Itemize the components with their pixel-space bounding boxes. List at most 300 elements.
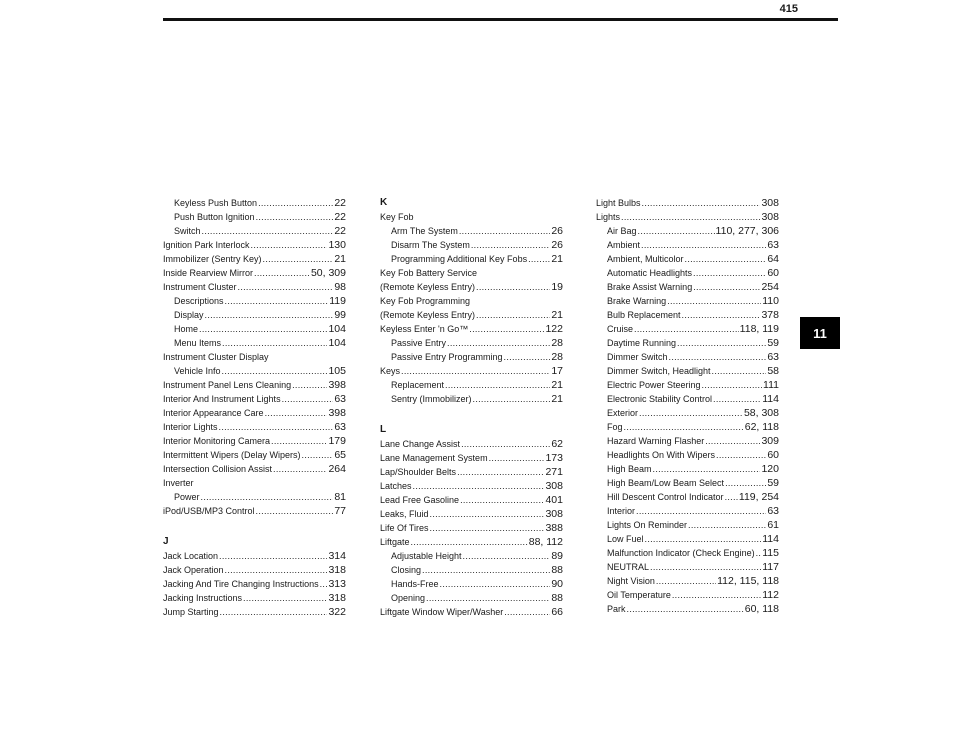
dot-leader bbox=[265, 406, 328, 416]
index-entry[interactable] bbox=[163, 549, 346, 563]
entry-label: Liftgate Window Wiper/Washer bbox=[380, 607, 504, 617]
page-reference[interactable]: 22 bbox=[334, 197, 346, 209]
index-subentry[interactable] bbox=[596, 266, 779, 280]
page-reference[interactable]: 112 bbox=[762, 589, 779, 601]
index-entry[interactable] bbox=[163, 462, 346, 476]
page-reference[interactable]: 398 bbox=[328, 407, 346, 419]
page-reference[interactable]: 90 bbox=[551, 578, 563, 590]
page-reference[interactable]: 120 bbox=[761, 463, 779, 475]
entry-label: Opening bbox=[391, 593, 426, 603]
index-group-heading: Key Fob Programming bbox=[380, 296, 471, 306]
entry-label: High Beam/Low Beam Select bbox=[607, 478, 725, 488]
dot-leader bbox=[238, 280, 334, 290]
page-reference[interactable]: 88, 112 bbox=[528, 536, 563, 548]
page-reference[interactable]: 110 bbox=[762, 295, 779, 307]
entry-label: Latches bbox=[380, 481, 412, 491]
entry-label: Keyless Enter 'n Go™ bbox=[380, 324, 469, 334]
dot-leader bbox=[401, 364, 550, 374]
entry-label: Interior bbox=[607, 506, 636, 516]
entry-label: Hill Descent Control Indicator bbox=[607, 492, 724, 502]
page-reference[interactable]: 173 bbox=[545, 452, 563, 464]
entry-label: Lights On Reminder bbox=[607, 520, 688, 530]
entry-label: Menu Items bbox=[174, 338, 222, 348]
dot-leader bbox=[693, 280, 760, 290]
index-subentry[interactable] bbox=[380, 336, 563, 350]
index-entry[interactable] bbox=[163, 238, 346, 252]
dot-leader bbox=[219, 420, 334, 430]
page-reference[interactable]: 21 bbox=[334, 253, 346, 265]
entry-label: High Beam bbox=[607, 464, 652, 474]
dot-leader bbox=[672, 588, 761, 598]
index-subentry[interactable] bbox=[596, 406, 779, 420]
index-subentry[interactable] bbox=[163, 196, 346, 210]
dot-leader bbox=[222, 364, 328, 374]
entry-label: Bulb Replacement bbox=[607, 310, 681, 320]
page-reference[interactable]: 308 bbox=[545, 480, 563, 492]
dot-leader bbox=[471, 238, 550, 248]
entry-label: Instrument Panel Lens Cleaning bbox=[163, 380, 292, 390]
page-reference[interactable]: 28 bbox=[551, 351, 563, 363]
dot-leader bbox=[411, 535, 528, 545]
entry-label: Liftgate bbox=[380, 537, 410, 547]
index-entry[interactable] bbox=[163, 266, 346, 280]
dot-leader bbox=[302, 448, 334, 458]
page-reference[interactable]: 21 bbox=[551, 393, 563, 405]
index-subentry[interactable] bbox=[596, 294, 779, 308]
dot-leader bbox=[258, 196, 333, 206]
page-reference[interactable]: 271 bbox=[545, 466, 563, 478]
index-entry[interactable] bbox=[163, 406, 346, 420]
page-reference[interactable]: 64 bbox=[767, 253, 779, 265]
page-reference[interactable]: 77 bbox=[334, 505, 346, 517]
page-number: 415 bbox=[779, 3, 798, 15]
page-reference[interactable]: 60, 118 bbox=[744, 603, 779, 615]
entry-label: Vehicle Info bbox=[174, 366, 221, 376]
entry-label: Ambient bbox=[607, 240, 641, 250]
index-subentry[interactable] bbox=[596, 602, 779, 616]
page-reference[interactable]: 110, 277, 306 bbox=[715, 225, 779, 237]
dot-leader bbox=[476, 308, 550, 318]
dot-leader bbox=[461, 437, 550, 447]
entry-label: Interior Monitoring Camera bbox=[163, 436, 271, 446]
index-subentry[interactable] bbox=[596, 420, 779, 434]
index-subentry[interactable] bbox=[163, 294, 346, 308]
page-reference[interactable]: 81 bbox=[334, 491, 346, 503]
page-reference[interactable]: 378 bbox=[761, 309, 779, 321]
dot-leader bbox=[254, 266, 310, 276]
page-reference[interactable]: 314 bbox=[328, 550, 346, 562]
entry-label: Life Of Tires bbox=[380, 523, 429, 533]
dot-leader bbox=[476, 280, 550, 290]
entry-label: Immobilizer (Sentry Key) bbox=[163, 254, 262, 264]
page-reference[interactable]: 114 bbox=[762, 393, 779, 405]
page-reference[interactable]: 66 bbox=[551, 606, 563, 618]
dot-leader bbox=[282, 392, 334, 402]
entry-label: Interior Appearance Care bbox=[163, 408, 264, 418]
dot-leader bbox=[459, 224, 550, 234]
entry-label: Night Vision bbox=[607, 576, 655, 586]
index-subentry[interactable] bbox=[596, 518, 779, 532]
index-subentry[interactable] bbox=[380, 224, 563, 238]
page-reference[interactable]: 88 bbox=[551, 592, 563, 604]
entry-label: Low Fuel bbox=[607, 534, 644, 544]
page-reference[interactable]: 21 bbox=[551, 379, 563, 391]
index-entry[interactable] bbox=[380, 605, 563, 619]
index-entry[interactable] bbox=[163, 392, 346, 406]
page-reference[interactable]: 401 bbox=[545, 494, 563, 506]
page-reference[interactable]: 398 bbox=[328, 379, 346, 391]
index-subentry[interactable] bbox=[596, 308, 779, 322]
page-reference[interactable]: 308 bbox=[761, 197, 779, 209]
entry-label: Sentry (Immobilizer) bbox=[391, 394, 472, 404]
entry-label: Oil Temperature bbox=[607, 590, 671, 600]
entry-label: Lead Free Gasoline bbox=[380, 495, 460, 505]
dot-leader bbox=[202, 224, 334, 234]
dot-leader bbox=[682, 308, 761, 318]
page-reference[interactable]: 63 bbox=[334, 421, 346, 433]
index-subentry[interactable] bbox=[596, 560, 779, 574]
page-reference[interactable]: 308 bbox=[761, 211, 779, 223]
entry-label: Electric Power Steering bbox=[607, 380, 701, 390]
dot-leader bbox=[639, 406, 743, 416]
index-entry[interactable] bbox=[163, 605, 346, 619]
page-reference[interactable]: 313 bbox=[328, 578, 346, 590]
page-reference[interactable]: 61 bbox=[767, 519, 779, 531]
index-entry[interactable] bbox=[163, 577, 346, 591]
dot-leader bbox=[199, 322, 327, 332]
index-subentry[interactable] bbox=[596, 574, 779, 588]
index-entry[interactable] bbox=[380, 507, 563, 521]
page-reference[interactable]: 264 bbox=[328, 463, 346, 475]
dot-leader bbox=[469, 322, 544, 332]
page-reference[interactable]: 254 bbox=[761, 281, 779, 293]
page-reference[interactable]: 58 bbox=[767, 365, 779, 377]
page-reference[interactable]: 22 bbox=[334, 211, 346, 223]
page-reference[interactable]: 322 bbox=[328, 606, 346, 618]
page-reference[interactable]: 62, 118 bbox=[744, 421, 779, 433]
entry-label: Light Bulbs bbox=[596, 198, 641, 208]
entry-label: Brake Assist Warning bbox=[607, 282, 693, 292]
index-subentry[interactable] bbox=[596, 490, 779, 504]
entry-label: Jump Starting bbox=[163, 607, 219, 617]
dot-leader bbox=[667, 294, 761, 304]
dot-leader bbox=[225, 563, 328, 573]
index-entry[interactable] bbox=[163, 434, 346, 448]
index-subentry[interactable] bbox=[596, 476, 779, 490]
index-group-heading: Instrument Cluster Display bbox=[163, 352, 269, 362]
dot-leader bbox=[650, 560, 761, 570]
index-subentry[interactable] bbox=[163, 308, 346, 322]
entry-label: Replacement bbox=[391, 380, 445, 390]
page-reference[interactable]: 62 bbox=[551, 438, 563, 450]
dot-leader bbox=[243, 591, 327, 601]
index-entry[interactable] bbox=[380, 322, 563, 336]
entry-label: Keyless Push Button bbox=[174, 198, 258, 208]
index-entry[interactable] bbox=[380, 479, 563, 493]
page-reference[interactable]: 19 bbox=[551, 281, 563, 293]
page-reference[interactable]: 58, 308 bbox=[743, 407, 779, 419]
index-subentry[interactable] bbox=[380, 591, 563, 605]
entry-label: Leaks, Fluid bbox=[380, 509, 429, 519]
index-subentry[interactable] bbox=[380, 563, 563, 577]
index-column-1 bbox=[163, 196, 346, 619]
page-reference[interactable]: 117 bbox=[762, 561, 779, 573]
index-entry[interactable] bbox=[163, 280, 346, 294]
index-subentry[interactable] bbox=[163, 490, 346, 504]
entry-label: Programming Additional Key Fobs bbox=[391, 254, 528, 264]
dot-leader bbox=[205, 308, 334, 318]
page-reference[interactable]: 122 bbox=[545, 323, 563, 335]
dot-leader bbox=[463, 549, 551, 559]
index-entry[interactable] bbox=[596, 196, 779, 210]
page-reference[interactable]: 308 bbox=[545, 508, 563, 520]
page-reference[interactable]: 88 bbox=[551, 564, 563, 576]
page-reference[interactable]: 119 bbox=[329, 295, 346, 307]
index-subentry[interactable] bbox=[596, 448, 779, 462]
page-reference[interactable]: 104 bbox=[328, 337, 346, 349]
index-entry[interactable] bbox=[163, 591, 346, 605]
index-subentry[interactable] bbox=[380, 238, 563, 252]
page-reference[interactable]: 63 bbox=[767, 239, 779, 251]
dot-leader bbox=[251, 238, 328, 248]
dot-leader bbox=[653, 462, 761, 472]
entry-label: Jack Location bbox=[163, 551, 219, 561]
dot-leader bbox=[460, 493, 544, 503]
index-entry[interactable] bbox=[380, 535, 563, 549]
entry-label: Passive Entry Programming bbox=[391, 352, 503, 362]
index-entry[interactable] bbox=[380, 451, 563, 465]
dot-leader bbox=[489, 451, 545, 461]
index-subentry[interactable] bbox=[163, 210, 346, 224]
page-reference[interactable]: 98 bbox=[334, 281, 346, 293]
page-reference[interactable]: 115 bbox=[762, 547, 779, 559]
page-reference[interactable]: 59 bbox=[767, 477, 779, 489]
dot-leader bbox=[430, 521, 545, 531]
dot-leader bbox=[621, 210, 760, 220]
index-subentry[interactable] bbox=[596, 392, 779, 406]
page-reference[interactable]: 112, 115, 118 bbox=[717, 575, 779, 587]
index-subentry[interactable] bbox=[380, 577, 563, 591]
dot-leader bbox=[713, 392, 761, 402]
entry-label: Adjustable Height bbox=[391, 551, 462, 561]
index-subentry[interactable] bbox=[380, 392, 563, 406]
index-subentry[interactable] bbox=[596, 336, 779, 350]
dot-leader bbox=[504, 350, 551, 360]
entry-label: Keys bbox=[380, 366, 401, 376]
dot-leader bbox=[413, 479, 545, 489]
page-reference[interactable]: 119, 254 bbox=[738, 491, 779, 503]
index-entry[interactable] bbox=[380, 437, 563, 451]
index-subentry[interactable] bbox=[596, 350, 779, 364]
dot-leader bbox=[271, 434, 327, 444]
index-entry[interactable] bbox=[380, 493, 563, 507]
page-reference[interactable]: 59 bbox=[767, 337, 779, 349]
index-subentry[interactable] bbox=[380, 378, 563, 392]
index-group-heading: Key Fob bbox=[380, 212, 414, 222]
entry-label: Malfunction Indicator (Check Engine) bbox=[607, 548, 755, 558]
page-reference[interactable]: 21 bbox=[551, 253, 563, 265]
dot-leader bbox=[273, 462, 327, 472]
entry-label: Cruise bbox=[607, 324, 634, 334]
index-subentry[interactable] bbox=[163, 336, 346, 350]
index-entry[interactable] bbox=[163, 252, 346, 266]
index-subentry[interactable] bbox=[596, 588, 779, 602]
index-subentry[interactable] bbox=[596, 532, 779, 546]
index-subentry[interactable] bbox=[596, 504, 779, 518]
entry-label: Jacking And Tire Changing Instructions bbox=[163, 579, 319, 589]
index-letter-heading: K bbox=[380, 197, 388, 208]
entry-label: Headlights On With Wipers bbox=[607, 450, 716, 460]
page-reference[interactable]: 17 bbox=[551, 365, 563, 377]
index-subentry[interactable] bbox=[380, 549, 563, 563]
index-group-heading: Inverter bbox=[163, 478, 194, 488]
entry-label: Fog bbox=[607, 422, 623, 432]
index-subentry[interactable] bbox=[380, 350, 563, 364]
entry-label: Intersection Collision Assist bbox=[163, 464, 273, 474]
page-reference[interactable]: 99 bbox=[334, 309, 346, 321]
entry-label: Electronic Stability Control bbox=[607, 394, 713, 404]
dot-leader bbox=[263, 252, 334, 262]
dot-leader bbox=[225, 294, 329, 304]
dot-leader bbox=[645, 532, 762, 542]
page-reference[interactable]: 130 bbox=[328, 239, 346, 251]
entry-label: Hazard Warning Flasher bbox=[607, 436, 705, 446]
page-reference[interactable]: 114 bbox=[762, 533, 779, 545]
entry-label: Automatic Headlights bbox=[607, 268, 693, 278]
index-subentry[interactable] bbox=[163, 364, 346, 378]
page-reference[interactable]: 22 bbox=[334, 225, 346, 237]
index-subentry[interactable] bbox=[596, 238, 779, 252]
page-reference[interactable]: 63 bbox=[334, 393, 346, 405]
entry-label: Brake Warning bbox=[607, 296, 667, 306]
dot-leader bbox=[624, 420, 744, 430]
chapter-tab[interactable]: 11 bbox=[800, 317, 840, 349]
dot-leader bbox=[440, 577, 551, 587]
page-reference[interactable]: 318 bbox=[328, 592, 346, 604]
page-reference[interactable]: 104 bbox=[328, 323, 346, 335]
page-reference[interactable]: 28 bbox=[551, 337, 563, 349]
index-subentry[interactable] bbox=[596, 378, 779, 392]
entry-label: (Remote Keyless Entry) bbox=[380, 310, 476, 320]
index-subentry[interactable] bbox=[596, 224, 779, 238]
dot-leader bbox=[422, 563, 550, 573]
index-entry[interactable] bbox=[380, 465, 563, 479]
entry-label: iPod/USB/MP3 Control bbox=[163, 506, 255, 516]
entry-label: Push Button Ignition bbox=[174, 212, 255, 222]
index-entry[interactable] bbox=[163, 563, 346, 577]
page-reference[interactable]: 63 bbox=[767, 351, 779, 363]
dot-leader bbox=[702, 378, 762, 388]
dot-leader bbox=[627, 602, 744, 612]
index-entry[interactable] bbox=[596, 210, 779, 224]
entry-label: Arm The System bbox=[391, 226, 458, 236]
entry-label: Hands-Free bbox=[391, 579, 439, 589]
dot-leader bbox=[685, 252, 767, 262]
entry-label: Jacking Instructions bbox=[163, 593, 243, 603]
index-entry[interactable] bbox=[163, 448, 346, 462]
page-reference[interactable]: 63 bbox=[767, 505, 779, 517]
entry-label: Lane Change Assist bbox=[380, 439, 461, 449]
index-subentry[interactable] bbox=[596, 434, 779, 448]
dot-leader bbox=[725, 476, 766, 486]
dot-leader bbox=[641, 238, 766, 248]
page-reference[interactable]: 105 bbox=[328, 365, 346, 377]
entry-label: Power bbox=[174, 492, 200, 502]
index-subentry[interactable] bbox=[596, 364, 779, 378]
index-subentry[interactable] bbox=[596, 462, 779, 476]
dot-leader bbox=[220, 605, 328, 615]
page-reference[interactable]: 60 bbox=[767, 449, 779, 461]
index-entry[interactable] bbox=[163, 504, 346, 518]
index-subentry[interactable] bbox=[596, 546, 779, 560]
page-reference[interactable]: 388 bbox=[545, 522, 563, 534]
dot-leader bbox=[712, 364, 767, 374]
page-reference[interactable]: 318 bbox=[328, 564, 346, 576]
page-reference[interactable]: 50, 309 bbox=[310, 267, 346, 279]
page-reference[interactable]: 26 bbox=[551, 239, 563, 251]
index-entry[interactable] bbox=[163, 378, 346, 392]
entry-label: Disarm The System bbox=[391, 240, 470, 250]
dot-leader bbox=[725, 490, 738, 500]
dot-leader bbox=[445, 378, 550, 388]
entry-label: Instrument Cluster bbox=[163, 282, 237, 292]
entry-label: Ignition Park Interlock bbox=[163, 240, 250, 250]
index-subentry[interactable] bbox=[163, 322, 346, 336]
dot-leader bbox=[473, 392, 551, 402]
entry-label: Lap/Shoulder Belts bbox=[380, 467, 457, 477]
index-entry[interactable] bbox=[380, 308, 563, 322]
entry-label: Intermittent Wipers (Delay Wipers) bbox=[163, 450, 301, 460]
dot-leader bbox=[201, 490, 334, 500]
dot-leader bbox=[636, 504, 766, 514]
index-entry[interactable] bbox=[380, 364, 563, 378]
page-reference[interactable]: 65 bbox=[334, 449, 346, 461]
entry-label: Descriptions bbox=[174, 296, 224, 306]
entry-label: NEUTRAL bbox=[607, 562, 650, 572]
index-subentry[interactable] bbox=[596, 322, 779, 336]
page-reference[interactable]: 111 bbox=[763, 379, 779, 391]
index-subentry[interactable] bbox=[596, 280, 779, 294]
index-subentry[interactable] bbox=[596, 252, 779, 266]
page-reference[interactable]: 179 bbox=[328, 435, 346, 447]
index-subentry[interactable] bbox=[380, 252, 563, 266]
index-entry[interactable] bbox=[380, 521, 563, 535]
page-reference[interactable]: 60 bbox=[767, 267, 779, 279]
page-reference[interactable]: 118, 119 bbox=[739, 323, 779, 335]
index-subentry[interactable] bbox=[163, 224, 346, 238]
entry-label: Lights bbox=[596, 212, 621, 222]
index-letter-heading: L bbox=[380, 424, 387, 435]
dot-leader bbox=[642, 196, 761, 206]
dot-leader bbox=[705, 434, 760, 444]
page-reference[interactable]: 26 bbox=[551, 225, 563, 237]
index-entry[interactable] bbox=[163, 420, 346, 434]
entry-label: Interior Lights bbox=[163, 422, 218, 432]
dot-leader bbox=[693, 266, 766, 276]
entry-label: Lane Management System bbox=[380, 453, 488, 463]
entry-label: Exterior bbox=[607, 408, 639, 418]
dot-leader bbox=[756, 546, 762, 556]
page-reference[interactable]: 89 bbox=[551, 550, 563, 562]
index-entry[interactable] bbox=[380, 280, 563, 294]
entry-label: Inside Rearview Mirror bbox=[163, 268, 254, 278]
entry-label: Park bbox=[607, 604, 626, 614]
dot-leader bbox=[669, 350, 767, 360]
page-reference[interactable]: 21 bbox=[551, 309, 563, 321]
page-reference[interactable]: 309 bbox=[761, 435, 779, 447]
index-column-2 bbox=[380, 196, 563, 619]
entry-label: Dimmer Switch bbox=[607, 352, 668, 362]
